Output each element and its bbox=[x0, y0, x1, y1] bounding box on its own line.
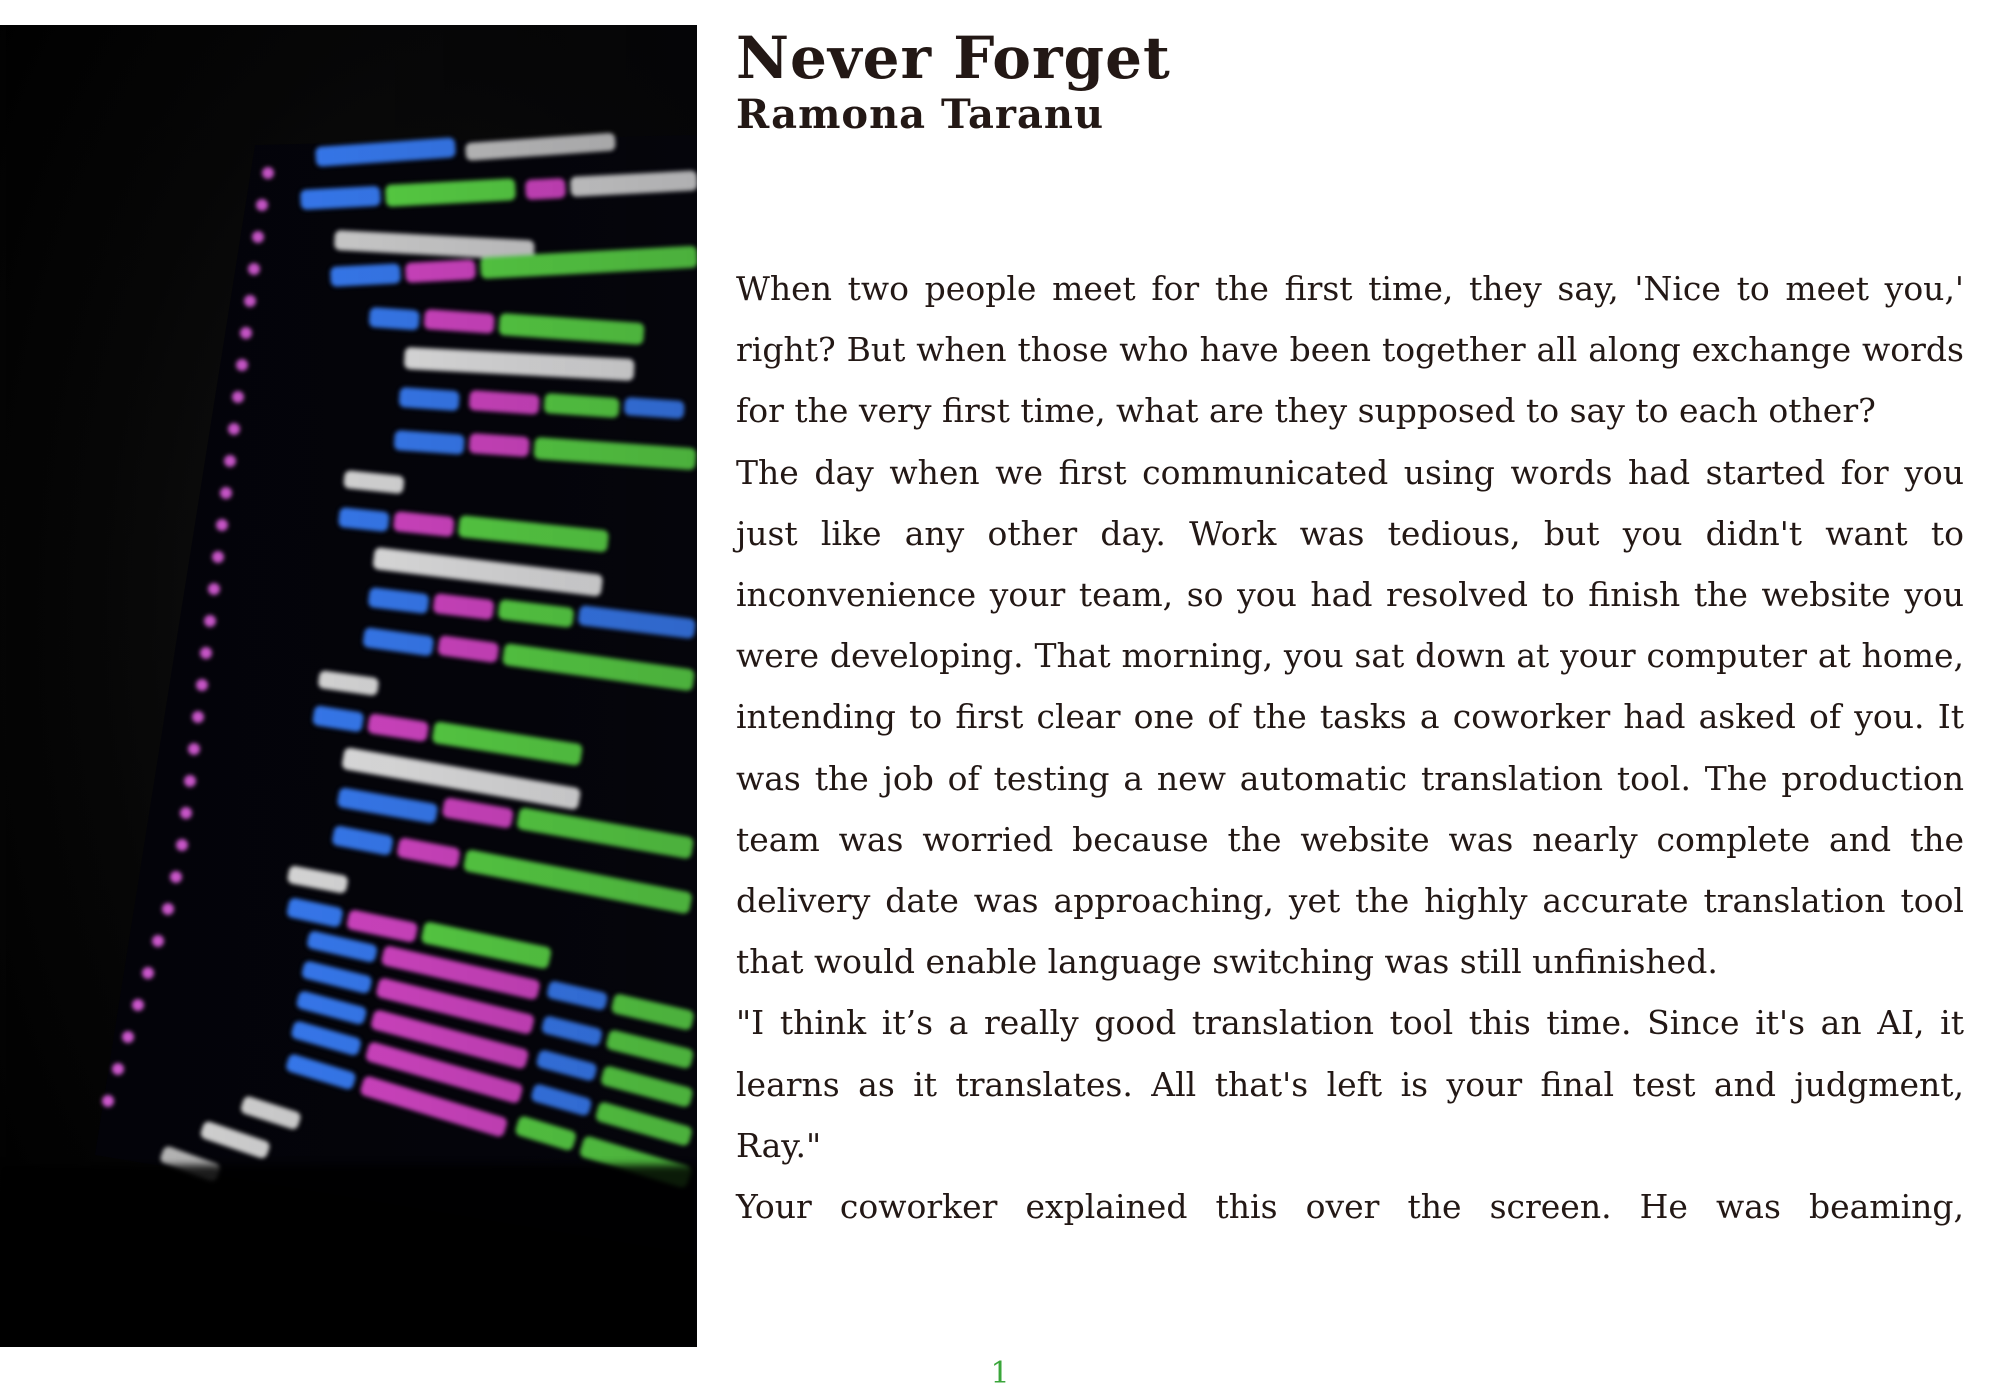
paragraph: Your coworker explained this over the screen. He was beaming, bbox=[736, 1187, 1964, 1227]
story-title: Never Forget bbox=[736, 24, 1171, 92]
paragraph: When two people meet for the first time, they say, 'Nice to meet you,' right? But when those who have been together all along exchange words for the very first time, what are they supposed to say to each other? bbox=[736, 269, 1964, 431]
paragraph: "I think it’s a really good translation tool this time. Since it's an AI, it learns as it translates. All that's left is your final test and judgment, Ray." bbox=[736, 1003, 1964, 1165]
page-number: 1 bbox=[990, 1356, 1010, 1391]
story-author: Ramona Taranu bbox=[736, 91, 1105, 138]
code-screen-illustration bbox=[0, 25, 697, 1347]
paragraph: The day when we first communicated using words had started for you just like any other day. Work was tedious, but you didn't want to inconvenience your team, so you had resolved to finish the website you were developing. That morning, you sat down at your computer at home, intending to first clear one of the tasks a coworker had asked of you. It was the job of testing a new automatic translation tool. The production team was worried because the website was nearly complete and the delivery date was approaching, yet the highly accurate translation tool that would enable language switching was still unfinished. bbox=[736, 452, 1964, 982]
code-screen-photo bbox=[0, 25, 697, 1347]
story-body bbox=[736, 258, 1964, 1237]
